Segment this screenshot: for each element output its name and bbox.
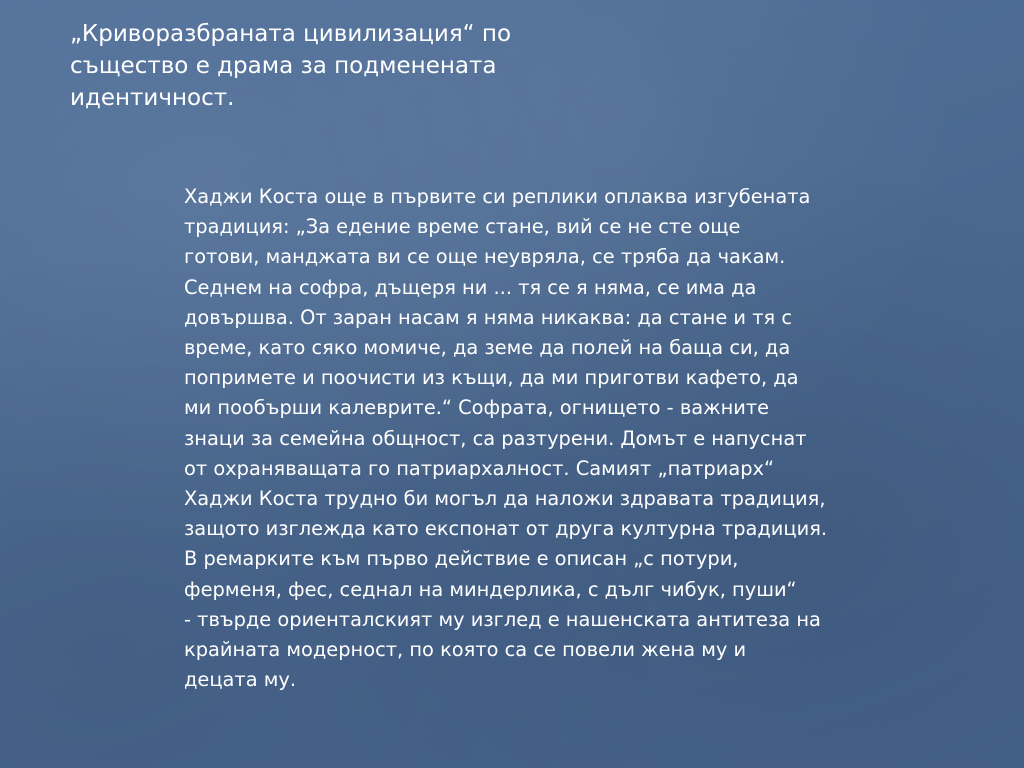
slide-body-text: Хаджи Коста още в първите си реплики оплаква изгубената традиция: „За едение време стане, вий се не сте още готови, манджата ви се още неувряла, се тряба да чакам. Седнем на софра, дъщеря ни ... тя се я няма, се има да довършва. От заран насам я няма никаква: да стане и тя с време, като сяко момиче, да земе да полей на баща си, да попримете и поочисти из къщи, да ми приготви кафето, да ми пообърши калеврите.“ Софрата, огнището - важните знаци за семейна общност, са разтурени. Домът е напуснат от охраняващата го патриархалност. Самият „патриарх“ Хаджи Коста трудно би могъл да наложи здравата традиция, защото изглежда като експонат от друга културна традиция. В ремарките към първо действие е описан „с потури, ферменя, фес, седнал на миндерлика, с дълг чибук, пуши“ - твърде ориенталският му изглед е нашенската антитеза на крайната модерност, по която са се повели жена му и децата му. xyxy=(184,185,828,692)
slide-title: „Криворазбраната цивилизация“ по същество е драма за подменената идентичност. xyxy=(70,21,512,111)
